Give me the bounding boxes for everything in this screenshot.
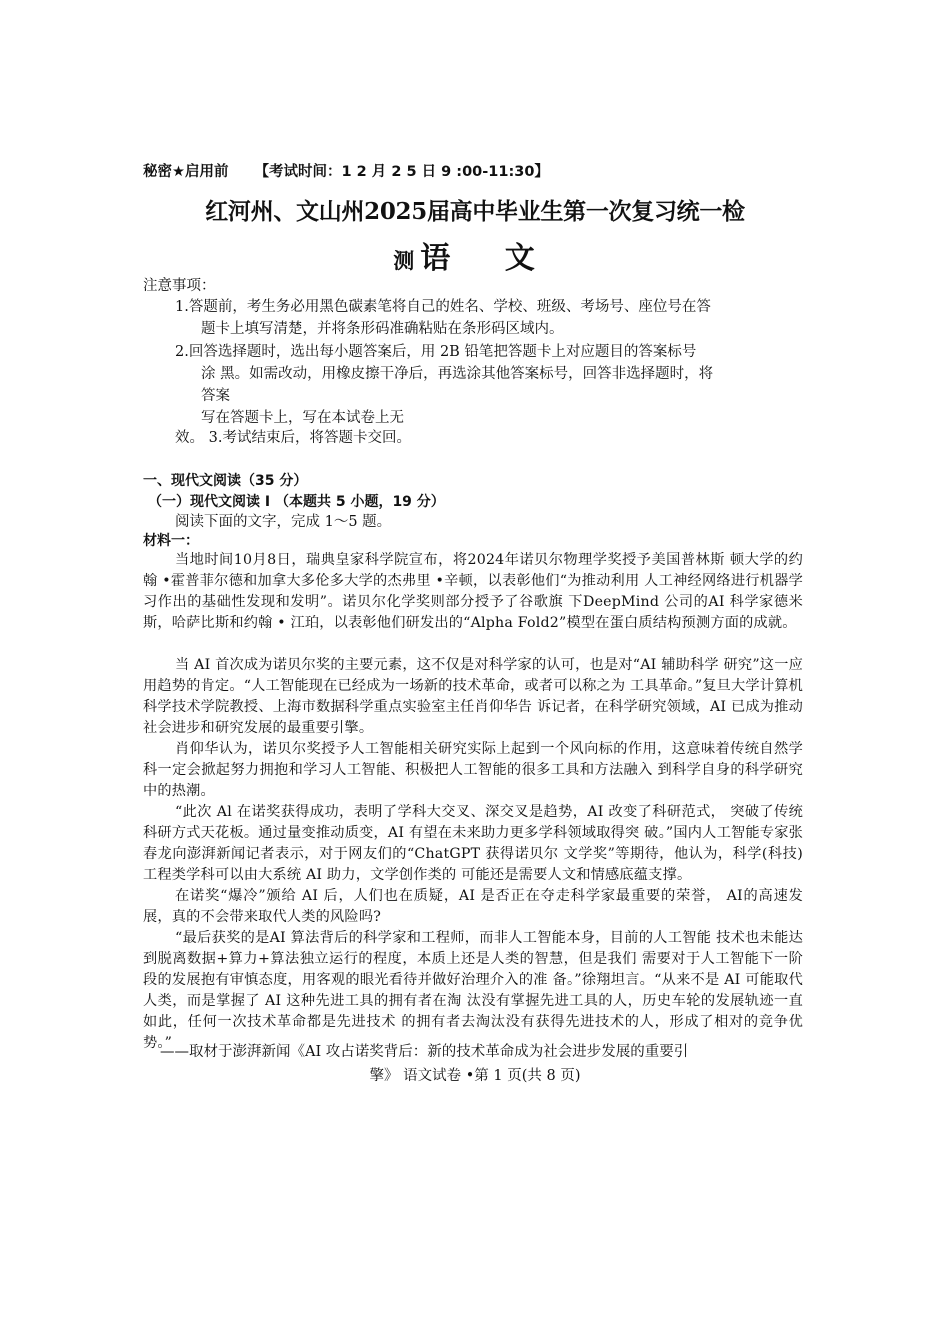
note-line: 效。 3.考试结束后，将答题卡交回。 — [175, 430, 411, 446]
reading-instruction: 阅读下面的文字，完成 1～5 题。 — [175, 514, 392, 530]
exam-title: 红河州、文山州2025届高中毕业生第一次复习统一检 — [205, 198, 745, 225]
note-line: 涂 黑。如需改动，用橡皮擦干净后，再选涂其他答案标号，回答非选择题时，将 — [201, 366, 714, 382]
passage-paragraph: 肖仰华认为，诺贝尔奖授予人工智能相关研究实际上起到一个风向标的作用，这意味着传统自然学科一定会掀起努力拥抱和学习人工智能、积极把人工智能的很多工具和方法融入 到科学自身的科学研究中的热潮。 — [143, 741, 803, 799]
subject-prefix: 测 — [393, 248, 415, 273]
exam-time: 【考试时间：1 2 月 2 5 日 9 :00-11:30】 — [254, 164, 549, 180]
note-line: 写在答题卡上，写在本试卷上无 — [201, 410, 404, 426]
source-citation: ——取材于澎湃新闻《AI 攻占诺奖背后：新的技术革命成为社会进步发展的重要引 — [160, 1044, 689, 1060]
note-line: 1.答题前，考生务必用黑色碳素笔将自己的姓名、学校、班级、考场号、座位号在答 — [175, 299, 711, 315]
notes-heading: 注意事项： — [143, 278, 216, 294]
note-item-3 — [175, 427, 811, 449]
passage-paragraph: 当地时间10月8日，瑞典皇家科学院宣布，将2024年诺贝尔物理学奖授予美国普林斯 顿大学的约翰 •霍普菲尔德和加拿大多伦多大学的杰弗里 •辛顿，以表彰他们“为推动利用 人工神经网络进行机器学习作出的基础性发现和发明”。诺贝尔化学奖则部分授予了谷歌旗 下DeepMind 公司的AI 科学家德米斯，哈萨比斯和约翰 • 江珀，以表彰他们研发出的“Alpha Fold2”模型在蛋白质结构预测方面的成就。 — [143, 552, 803, 631]
note-item-1 — [175, 296, 811, 340]
note-item-2 — [175, 341, 811, 429]
passage-paragraph: 当 AI 首次成为诺贝尔奖的主要元素，这不仅是对科学家的认可，也是对“AI 辅助科学 研究”这一应用趋势的肯定。“人工智能现在已经成为一场新的技术革命，或者可以称之为 工具革命。”复旦大学计算机科学技术学院教授、上海市数据科学重点实验室主任肖仰华告 诉记者，在科学研究领域，AI 已成为推动社会进步和研究发展的最重要引擎。 — [143, 657, 803, 736]
page-footer: 擎》 语文试卷 •第 1 页(共 8 页) — [369, 1068, 581, 1084]
passage-paragraph: “此次 Al 在诺奖获得成功，表明了学科大交叉、深交叉是趋势，AI 改变了科研范式， 突破了传统科研方式天花板。通过量变推动质变，AI 有望在未来助力更多学科领域取得突 破。”国内人工智能专家张春龙向澎湃新闻记者表示，对于网友们的“ChatGPT 获得诺贝尔 文学奖”等期待，他认为，科学(科技)工程类学科可以由大系统 AI 助力，文学创作类的 可能还是需要人文和情感底蕴支撑。 — [143, 804, 803, 883]
note-line: 题卡上填写清楚，并将条形码准确粘贴在条形码区域内。 — [201, 321, 564, 337]
note-line: 2.回答选择题时，选出每小题答案后，用 2B 铅笔把答题卡上对应题目的答案标号 — [175, 344, 697, 360]
note-line: 答案 — [201, 388, 230, 404]
passage-paragraph: “最后获奖的是AI 算法背后的科学家和工程师，而非人工智能本身，目前的人工智能 技术也未能达到脱离数据+算力+算法独立运行的程度，本质上还是人类的智慧，但是我们 需要对于人工智能下一阶段的发展抱有审慎态度，用客观的眼光看待并做好治理介入的准 备。”徐翔坦言。“从来不是 AI 可能取代人类，而是掌握了 AI 这种先进工具的拥有者在淘 汰没有掌握先进工具的人，历史车轮的发展轨迹一直如此，任何一次技术革命都是先进技术 的拥有者去淘汰没有获得先进技术的人，形成了相对的竞争优势。” — [143, 930, 803, 1051]
subject-name: 语 文 — [420, 241, 557, 276]
passage-paragraph: 在诺奖“爆冷”颁给 AI 后，人们也在质疑，AI 是否正在夺走科学家最重要的荣誉， AI的高速发展，真的不会带来取代人类的风险吗? — [143, 888, 803, 925]
material-label: 材料一： — [143, 533, 199, 549]
exam-header-line — [143, 160, 549, 181]
confidential-label: 秘密★启用前 — [143, 164, 229, 180]
exam-subject — [0, 233, 950, 277]
section-heading: 一、现代文阅读（35 分） — [143, 473, 308, 489]
subsection-heading: （一）现代文阅读 I （本题共 5 小题，19 分） — [148, 494, 445, 510]
